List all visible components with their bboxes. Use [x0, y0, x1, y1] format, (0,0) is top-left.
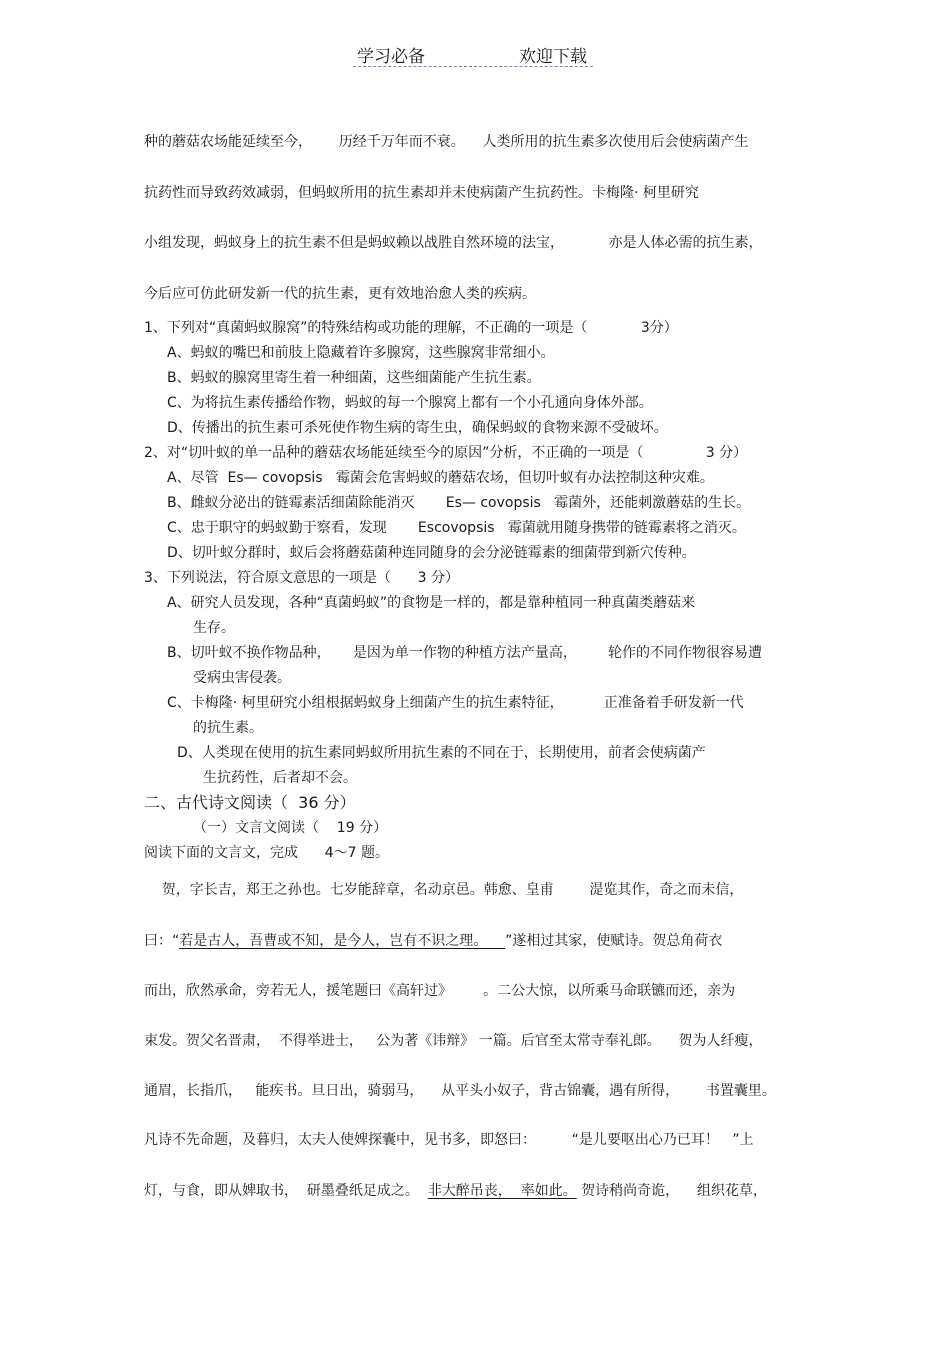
question-option: D、人类现在使用的抗生素同蚂蚁所用抗生素的不同在于，长期使用，前者会使病菌产 — [177, 745, 706, 761]
classical-line: 贺，字长吉，郑王之孙也。七岁能辞章，名动京邑。韩愈、皇甫 湜览其作，奇之而未信， — [144, 882, 744, 898]
classical-line: 凡诗不先命题，及暮归，太夫人使婢探囊中，见书多，即怒曰： “是儿要呕出心乃已耳！ ”上 — [144, 1132, 754, 1148]
question-option-cont: 的抗生素。 — [193, 720, 263, 736]
header-right: 欢迎下载 — [519, 47, 587, 67]
underlined-sentence: 非大醉吊丧， 率如此。 — [427, 1183, 577, 1199]
question-option: C、忠于职守的蚂蚁勤于察看，发现 Escovopsis 霉菌就用随身携带的链霉素将之消灭。 — [167, 520, 746, 536]
question-option: A、蚂蚁的嘴巴和前肢上隐藏着许多腺窝，这些腺窝非常细小。 — [167, 345, 555, 361]
question-option: B、切叶蚁不换作物品种， 是因为单一作物的种植方法产量高， 轮作的不同作物很容易遭 — [167, 645, 763, 661]
question-stem: 1、下列对“真菌蚂蚁腺窝”的特殊结构或功能的理解，不正确的一项是（ 3分） — [144, 320, 678, 336]
question-option-cont: 生存。 — [193, 620, 235, 636]
passage-line: 抗药性而导致药效减弱，但蚂蚁所用的抗生素却并未使病菌产生抗药性。卡梅隆· 柯里研究 — [144, 185, 699, 201]
header-left: 学习必备 — [357, 47, 425, 67]
subsection-title: （一）文言文阅读（ 19 分） — [193, 820, 388, 836]
classical-line: 而出，欣然承命，旁若无人，援笔题曰《高轩过》 。二公大惊，以所乘马命联镳而还，亲为 — [144, 983, 736, 999]
question-option: C、为将抗生素传播给作物，蚂蚁的每一个腺窝上都有一个小孔通向身体外部。 — [167, 395, 653, 411]
question-option: D、传播出的抗生素可杀死使作物生病的寄生虫，确保蚂蚁的食物来源不受破坏。 — [167, 420, 668, 436]
question-option: C、卡梅隆· 柯里研究小组根据蚂蚁身上细菌产生的抗生素特征， 正准备着手研发新一代 — [167, 695, 744, 711]
classical-line — [144, 1182, 767, 1200]
classical-post: ”遂相过其家，使赋诗。贺总角荷衣 — [505, 933, 723, 949]
classical-line: 通眉，长指爪， 能疾书。旦日出，骑弱马， 从平头小奴子，背古锦囊，遇有所得， 书置囊里。 — [144, 1083, 776, 1099]
instruction: 阅读下面的文言文，完成 4～7 题。 — [144, 845, 389, 861]
classical-pre: 曰：“ — [144, 933, 180, 949]
classical-line: 束发。贺父名晋肃， 不得举进士， 公为著《讳辩》 一篇。后官至太常寺奉礼郎。 贺为人纤瘦， — [144, 1033, 763, 1049]
passage-line: 种的蘑菇农场能延续至今， 历经千万年而不衰。 人类所用的抗生素多次使用后会使病菌产生 — [144, 134, 749, 150]
question-option: B、蚂蚁的腺窝里寄生着一种细菌，这些细菌能产生抗生素。 — [167, 370, 541, 386]
question-option: D、切叶蚁分群时，蚁后会将蘑菇菌种连同随身的会分泌链霉素的细菌带到新穴传种。 — [167, 545, 696, 561]
section-title: 二、古代诗文阅读（ 36 分） — [144, 793, 356, 812]
passage-line: 小组发现，蚂蚁身上的抗生素不但是蚂蚁赖以战胜自然环境的法宝， 亦是人体必需的抗生素， — [144, 235, 763, 251]
classical-pre: 灯，与食，即从婢取书， 研墨叠纸足成之。 — [144, 1183, 428, 1199]
question-option: A、尽管 Es— covopsis 霉菌会危害蚂蚁的蘑菇农场，但切叶蚁有办法控制这种灾难。 — [167, 470, 714, 486]
classical-post: 贺诗稍尚奇诡， 组织花草， — [576, 1183, 767, 1199]
question-option-cont: 生抗药性，后者却不会。 — [203, 770, 357, 786]
question-stem: 2、对“切叶蚁的单一品种的蘑菇农场能延续至今的原因”分析，不正确的一项是（ 3 分） — [144, 445, 748, 461]
underlined-sentence: 若是古人，吾曹或不知，是今人，岂有不识之理。 — [179, 933, 506, 949]
question-option: A、研究人员发现，各种“真菌蚂蚁”的食物是一样的，都是靠种植同一种真菌类蘑菇来 — [167, 595, 696, 611]
page-header — [353, 40, 593, 67]
question-option-cont: 受病虫害侵袭。 — [193, 670, 291, 686]
classical-line — [144, 932, 722, 950]
question-stem: 3、下列说法，符合原文意思的一项是（ 3 分） — [144, 570, 459, 586]
passage-line: 今后应可仿此研发新一代的抗生素，更有效地治愈人类的疾病。 — [144, 286, 536, 302]
question-option: B、雌蚁分泌出的链霉素活细菌除能消灭 Es— covopsis 霉菌外，还能刺激蘑菇的生长。 — [167, 495, 751, 511]
